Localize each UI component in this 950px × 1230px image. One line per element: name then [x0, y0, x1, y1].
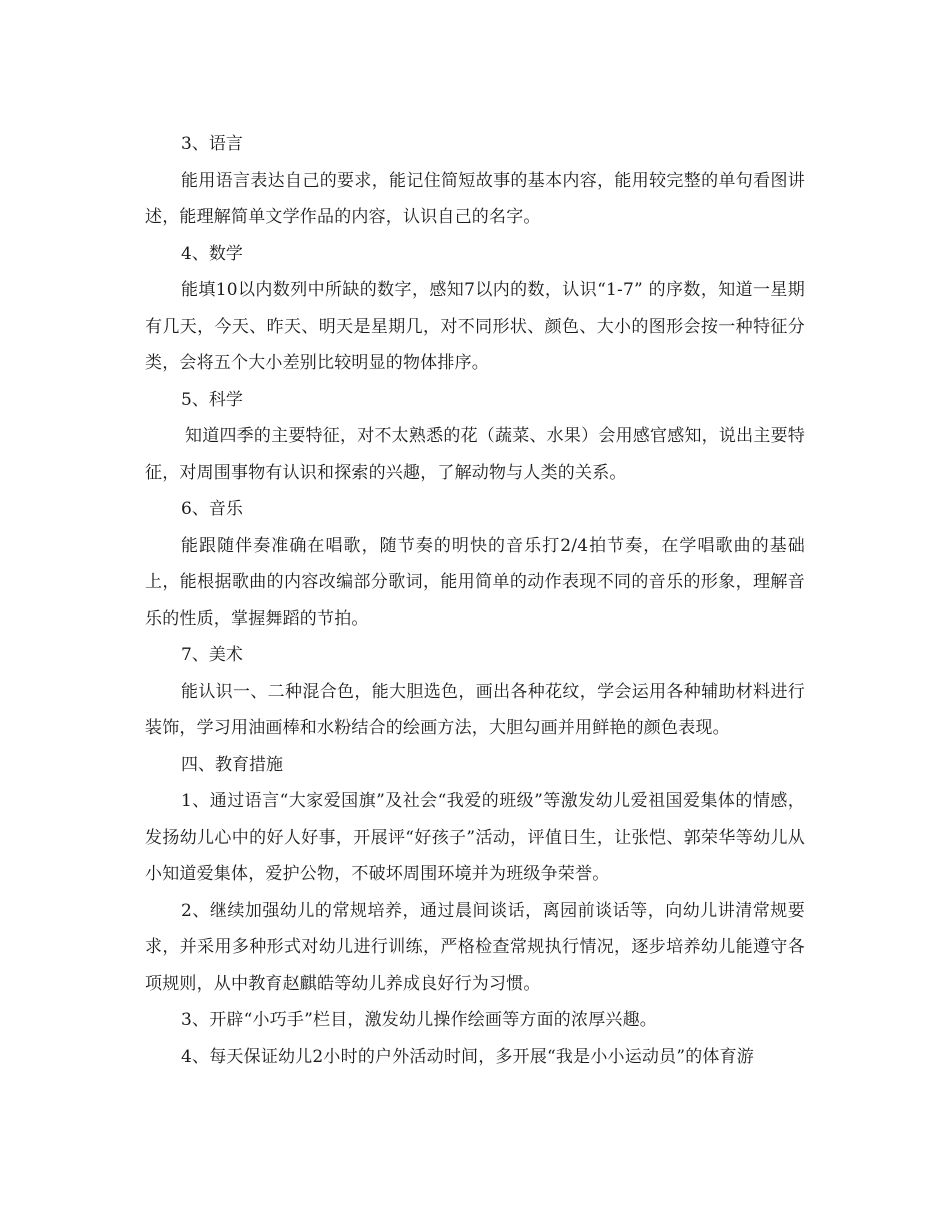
paragraph-measure-2: 2、继续加强幼儿的常规培养，通过晨间谈话，离园前谈话等，向幼儿讲清常规要求，并采用多种形式对幼儿进行训练，严格检查常规执行情况，逐步培养幼儿能遵守各项规则，从中教育赵麒皓等幼儿养成良好行为习惯。: [145, 900, 805, 994]
section-heading-science: 5、科学: [181, 389, 243, 410]
section-heading-music: 6、音乐: [181, 499, 243, 519]
section-heading-math: 4、数学: [181, 243, 243, 264]
paragraph-art: 能认识一、二种混合色，能大胆选色，画出各种花纹，学会运用各种辅助材料进行装饰，学习用油画棒和水粉结合的绘画方法，大胆勾画并用鲜艳的颜色表现。: [145, 681, 805, 738]
document-body: [145, 126, 805, 1075]
paragraph-measure-3: 3、开辟“小巧手”栏目，激发幼儿操作绘画等方面的浓厚兴趣。: [181, 1010, 657, 1030]
paragraph-science: 知道四季的主要特征，对不太熟悉的花（蔬菜、水果）会用感官感知，说出主要特征，对周围事物有认识和探索的兴趣，了解动物与人类的关系。: [145, 426, 805, 483]
paragraph-measure-4: 4、每天保证幼儿2小时的户外活动时间，多开展“我是小小运动员”的体育游: [181, 1046, 755, 1067]
paragraph-measure-1: 1、通过语言“大家爱国旗”及社会“我爱的班级”等激发幼儿爱祖国爱集体的情感，发扬幼儿心中的好人好事，开展评“好孩子”活动，评值日生，让张恺、郭荣华等幼儿从小知道爱集体，爱护公物，不破坏周围环境并为班级争荣誉。: [145, 791, 805, 884]
section-heading-art: 7、美术: [181, 645, 243, 665]
paragraph-music: 能跟随伴奏准确在唱歌，随节奏的明快的音乐打2/4拍节奏，在学唱歌曲的基础上，能根据歌曲的内容改编部分歌词，能用简单的动作表现不同的音乐的形象，理解音乐的性质，掌握舞蹈的节拍。: [145, 535, 805, 629]
paragraph-math: 能填10以内数列中所缺的数字，感知7以内的数，认识“1-7” 的序数，知道一星期有几天，今天、昨天、明天是星期几，对不同形状、颜色、大小的图形会按一种特征分类，会将五个大小差别比较明显的物体排序。: [145, 280, 805, 373]
section-heading-language: 3、语言: [181, 134, 243, 154]
section-heading-measures: 四、教育措施: [181, 754, 283, 775]
paragraph-language: 能用语言表达自己的要求，能记住简短故事的基本内容，能用较完整的单句看图讲述，能理解简单文学作品的内容，认识自己的名字。: [145, 170, 805, 227]
